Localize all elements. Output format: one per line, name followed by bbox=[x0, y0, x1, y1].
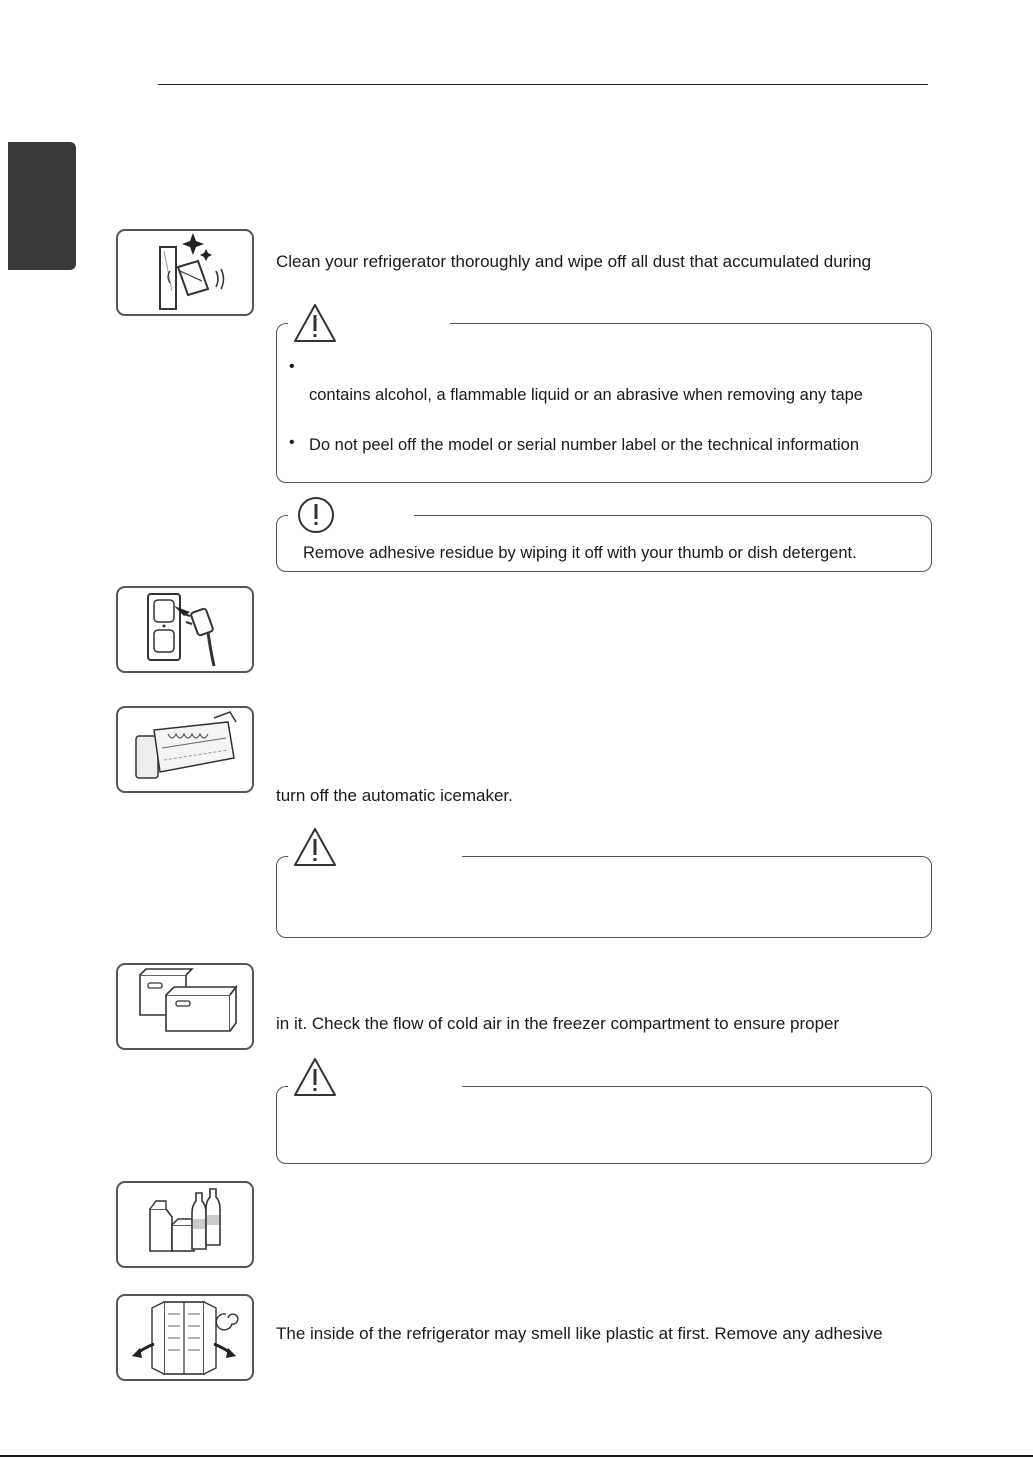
caution-box-3 bbox=[276, 1097, 932, 1164]
footer-rule bbox=[0, 1455, 1033, 1457]
note1-text: Remove adhesive residue by wiping it off with your thumb or dish detergent. bbox=[303, 544, 857, 562]
caution-box-2 bbox=[276, 867, 932, 938]
cleaning-cloth-icon bbox=[116, 229, 254, 316]
bullet: • bbox=[289, 358, 295, 375]
step4-text: in it. Check the flow of cold air in the freezer compartment to ensure proper bbox=[276, 1014, 840, 1033]
icemaker-icon bbox=[116, 706, 254, 793]
step6-text: The inside of the refrigerator may smell like plastic at first. Remove any adhesive bbox=[276, 1324, 883, 1343]
step1-text: Clean your refrigerator thoroughly and wipe off all dust that accumulated during bbox=[276, 252, 872, 271]
caution1-line2: Do not peel off the model or serial number label or the technical information bbox=[309, 436, 860, 454]
food-items-icon bbox=[116, 1181, 254, 1268]
step3-text: turn off the automatic icemaker. bbox=[276, 786, 513, 805]
warning-triangle-icon bbox=[292, 1056, 338, 1098]
section-tab bbox=[8, 142, 76, 270]
storage-bins-icon bbox=[116, 963, 254, 1050]
bullet: • bbox=[289, 434, 295, 451]
warning-triangle-icon bbox=[292, 826, 338, 868]
header-rule bbox=[158, 84, 928, 85]
caution1-line1: contains alcohol, a flammable liquid or an abrasive when removing any tape bbox=[309, 386, 863, 404]
caution-box-1 bbox=[276, 334, 932, 483]
open-doors-icon bbox=[116, 1294, 254, 1381]
power-plug-icon bbox=[116, 586, 254, 673]
note-box-1 bbox=[276, 526, 932, 572]
